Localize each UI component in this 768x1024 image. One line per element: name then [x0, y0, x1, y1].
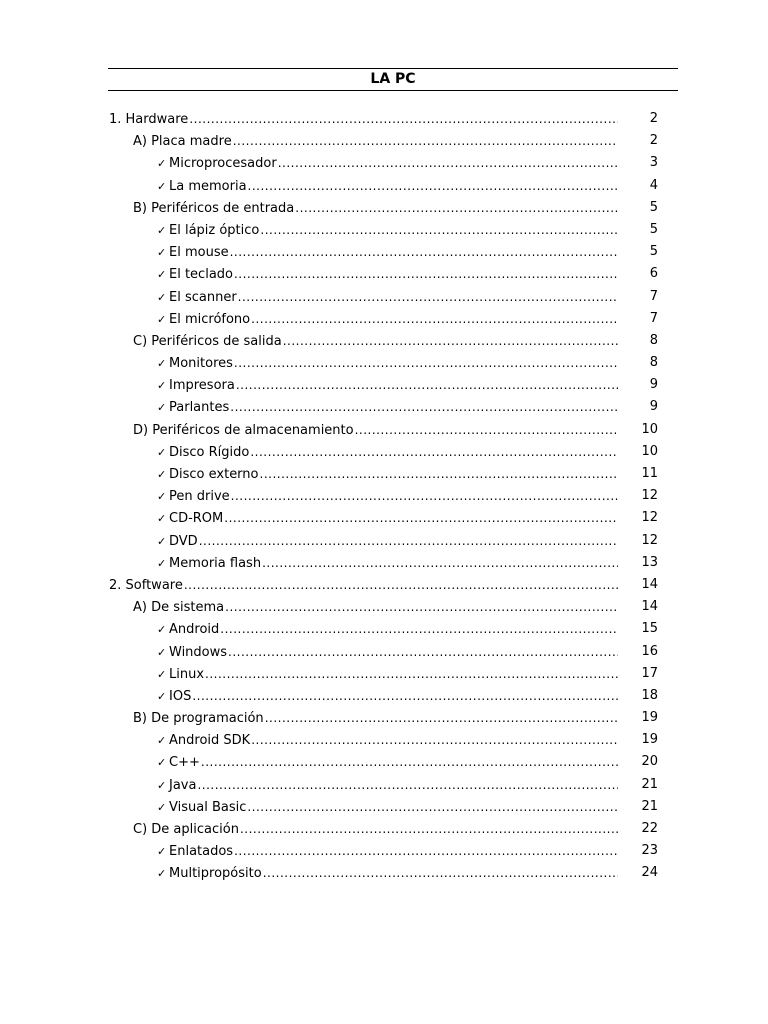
dot-leader	[234, 352, 618, 374]
dot-leader	[192, 685, 618, 707]
toc-page-number: 13	[641, 554, 658, 570]
checkmark-icon: ✓	[157, 179, 167, 193]
dot-leader	[248, 175, 618, 197]
toc-entry[interactable]	[0, 618, 768, 640]
toc-entry-label: Pen drive	[169, 489, 230, 505]
checkmark-icon: ✓	[157, 800, 167, 814]
toc-entry-label: A) De sistema	[133, 600, 225, 616]
dot-leader	[220, 618, 618, 640]
toc-entry-text	[157, 530, 618, 553]
toc-page-number: 9	[649, 377, 658, 393]
dot-leader	[355, 419, 618, 441]
toc-page-number: 16	[641, 643, 658, 659]
toc-entry-text	[157, 751, 618, 774]
toc-page-number: 22	[641, 821, 658, 836]
dot-leader	[260, 219, 618, 241]
dot-leader	[205, 663, 618, 685]
dot-leader	[236, 374, 618, 396]
toc-entry-label: Memoria flash	[169, 555, 262, 571]
toc-entry-text	[157, 441, 618, 464]
toc-entry-label: Disco Rígido	[169, 444, 250, 460]
toc-page-number: 21	[641, 798, 658, 814]
dot-leader	[263, 862, 618, 884]
checkmark-icon: ✓	[157, 379, 167, 393]
toc-entry[interactable]	[0, 286, 768, 308]
toc-entry[interactable]	[0, 507, 768, 529]
toc-page-number: 7	[649, 310, 658, 326]
toc-page-number: 6	[649, 266, 658, 282]
checkmark-icon: ✓	[157, 268, 167, 282]
toc-entry[interactable]	[0, 685, 768, 707]
checkmark-icon: ✓	[157, 667, 167, 681]
toc-page-number: 8	[649, 355, 658, 371]
toc-page-number: 14	[641, 599, 658, 615]
toc-entry-text	[157, 618, 618, 641]
checkmark-icon: ✓	[157, 867, 167, 881]
toc-entry[interactable]	[0, 552, 768, 574]
toc-page-number: 23	[641, 843, 658, 859]
toc-entry-text	[157, 641, 618, 664]
dot-leader	[184, 574, 618, 596]
toc-page-number: 19	[641, 732, 658, 748]
dot-leader	[230, 396, 618, 418]
dot-leader	[234, 840, 618, 862]
toc-page-number: 4	[649, 177, 658, 193]
checkmark-icon: ✓	[157, 157, 167, 171]
toc-page-number: 5	[649, 199, 658, 215]
toc-entry-text	[157, 241, 618, 264]
checkmark-icon: ✓	[157, 357, 167, 371]
toc-page-number: 9	[649, 399, 658, 415]
toc-entry-text	[133, 707, 618, 730]
toc-entry-text	[157, 396, 618, 419]
toc-entry[interactable]	[0, 751, 768, 773]
dot-leader	[224, 507, 618, 529]
dot-leader	[231, 485, 618, 507]
toc-entry-text	[133, 419, 618, 442]
checkmark-icon: ✓	[157, 290, 167, 304]
dot-leader	[225, 596, 618, 618]
toc-entry[interactable]	[0, 241, 768, 263]
toc-entry-label: A) Placa madre	[133, 134, 232, 150]
checkmark-icon: ✓	[157, 778, 167, 792]
toc-page-number: 12	[641, 532, 658, 548]
dot-leader	[247, 796, 618, 818]
toc-page-number: 2	[649, 111, 658, 126]
toc-entry-text	[109, 574, 618, 597]
toc-entry[interactable]	[0, 108, 768, 130]
toc-entry-text	[157, 352, 618, 375]
toc-entry[interactable]	[0, 374, 768, 396]
toc-entry-text	[157, 308, 618, 331]
toc-page-number: 12	[641, 488, 658, 504]
toc-entry-text	[157, 263, 618, 286]
toc-page-number: 20	[641, 754, 658, 770]
toc-entry-text	[157, 796, 618, 819]
checkmark-icon: ✓	[157, 490, 167, 504]
toc-entry-text	[157, 463, 618, 486]
toc-entry-label: Parlantes	[169, 400, 230, 416]
toc-entry-text	[157, 552, 618, 575]
toc-entry-label: Android SDK	[169, 733, 251, 749]
toc-entry-label: Linux	[169, 666, 205, 682]
toc-entry[interactable]	[0, 175, 768, 197]
toc-entry-text	[157, 175, 618, 198]
toc-entry-label: Monitores	[169, 356, 233, 372]
dot-leader	[228, 641, 618, 663]
toc-page-number: 8	[649, 332, 658, 348]
checkmark-icon: ✓	[157, 534, 167, 548]
toc-entry[interactable]	[0, 774, 768, 796]
toc-entry-label: El lápiz óptico	[169, 222, 260, 238]
dot-leader	[260, 463, 619, 485]
toc-page-number: 14	[641, 576, 658, 592]
toc-entry[interactable]	[0, 530, 768, 552]
toc-entry-label: 1. Hardware	[109, 112, 189, 127]
toc-entry[interactable]	[0, 485, 768, 507]
toc-entry-label: 2. Software	[109, 577, 183, 593]
toc-entry-text	[157, 152, 618, 175]
checkmark-icon: ✓	[157, 623, 167, 637]
toc-entry-text	[157, 286, 618, 309]
dot-leader	[265, 707, 618, 729]
toc-entry[interactable]	[0, 308, 768, 330]
toc-entry-label: C) Periféricos de salida	[133, 333, 282, 349]
toc-entry-label: B) De programación	[133, 711, 264, 727]
toc-entry-label: Enlatados	[169, 844, 234, 860]
dot-leader	[240, 818, 618, 840]
dot-leader	[238, 286, 618, 308]
toc-page-number: 11	[641, 466, 658, 481]
toc-entry-label: Multipropósito	[169, 866, 262, 882]
toc-entry-label: IOS	[169, 688, 192, 704]
page-title: LA PC	[108, 68, 678, 91]
toc-entry[interactable]	[0, 463, 768, 485]
dot-leader	[199, 530, 618, 552]
toc-entry-label: Android	[169, 622, 220, 638]
toc-entry[interactable]	[0, 396, 768, 418]
toc-entry-label: C++	[169, 755, 200, 771]
table-of-contents	[0, 108, 768, 885]
dot-leader	[197, 774, 618, 796]
toc-entry[interactable]	[0, 352, 768, 374]
toc-entry-label: Microprocesador	[169, 156, 277, 172]
toc-entry-text	[133, 130, 618, 153]
toc-page-number: 10	[641, 421, 658, 437]
toc-entry-label: B) Periféricos de entrada	[133, 200, 295, 216]
toc-page-number: 12	[641, 510, 658, 526]
checkmark-icon: ✓	[157, 756, 167, 770]
toc-entry[interactable]	[0, 330, 768, 352]
toc-page-number: 18	[641, 687, 658, 703]
toc-entry[interactable]	[0, 574, 768, 596]
toc-page-number: 21	[641, 776, 658, 792]
toc-entry-text	[109, 108, 618, 131]
toc-entry-text	[157, 663, 618, 686]
checkmark-icon: ✓	[157, 246, 167, 260]
dot-leader	[251, 308, 618, 330]
toc-entry[interactable]	[0, 219, 768, 241]
toc-entry-label: Visual Basic	[169, 799, 247, 815]
dot-leader	[230, 241, 618, 263]
toc-entry[interactable]	[0, 796, 768, 818]
toc-entry-text	[157, 862, 618, 885]
toc-entry[interactable]	[0, 862, 768, 884]
checkmark-icon: ✓	[157, 689, 167, 703]
toc-entry[interactable]	[0, 419, 768, 441]
toc-page-number: 19	[641, 710, 658, 726]
dot-leader	[262, 552, 618, 574]
dot-leader	[251, 729, 618, 751]
toc-entry-label: Java	[169, 777, 197, 793]
dot-leader	[201, 751, 618, 773]
dot-leader	[234, 263, 618, 285]
toc-page-number: 15	[641, 621, 658, 637]
toc-page-number: 2	[649, 133, 658, 149]
toc-entry-text	[157, 374, 618, 397]
checkmark-icon: ✓	[157, 312, 167, 326]
checkmark-icon: ✓	[157, 401, 167, 415]
dot-leader	[283, 330, 618, 352]
toc-page-number: 24	[641, 865, 658, 881]
toc-entry-text	[133, 197, 618, 220]
checkmark-icon: ✓	[157, 445, 167, 459]
toc-entry-label: CD-ROM	[169, 511, 224, 527]
toc-page-number: 17	[641, 665, 658, 681]
toc-entry[interactable]	[0, 840, 768, 862]
checkmark-icon: ✓	[157, 556, 167, 570]
toc-entry[interactable]	[0, 441, 768, 463]
toc-entry[interactable]	[0, 152, 768, 174]
dot-leader	[295, 197, 618, 219]
dot-leader	[278, 152, 618, 174]
checkmark-icon: ✓	[157, 734, 167, 748]
toc-entry-text	[157, 774, 618, 797]
toc-entry-text	[133, 596, 618, 619]
toc-entry-text	[157, 507, 618, 530]
toc-entry-label: DVD	[169, 533, 198, 549]
toc-entry-label: El mouse	[169, 245, 229, 261]
toc-entry-label: El teclado	[169, 267, 233, 283]
toc-entry[interactable]	[0, 130, 768, 152]
toc-entry[interactable]	[0, 263, 768, 285]
toc-entry[interactable]	[0, 596, 768, 618]
toc-entry-text	[157, 685, 618, 708]
toc-entry-text	[157, 729, 618, 752]
toc-entry-label: La memoria	[169, 178, 247, 194]
toc-entry[interactable]	[0, 729, 768, 751]
dot-leader	[250, 441, 618, 463]
toc-page-number: 7	[649, 288, 658, 304]
checkmark-icon: ✓	[157, 223, 167, 237]
toc-entry-label: Windows	[169, 644, 228, 660]
dot-leader	[189, 108, 618, 130]
toc-entry-label: Impresora	[169, 378, 235, 394]
dot-leader	[233, 130, 618, 152]
toc-entry-text	[157, 485, 618, 508]
toc-page-number: 5	[649, 244, 658, 260]
toc-entry[interactable]	[0, 641, 768, 663]
checkmark-icon: ✓	[157, 468, 167, 481]
toc-entry[interactable]	[0, 197, 768, 219]
checkmark-icon: ✓	[157, 845, 167, 859]
toc-entry-label: El micrófono	[169, 311, 251, 327]
toc-entry-label: C) De aplicación	[133, 822, 239, 837]
toc-page-number: 3	[649, 155, 658, 171]
toc-entry[interactable]	[0, 818, 768, 840]
toc-entry-label: El scanner	[169, 289, 237, 305]
toc-entry-label: Disco externo	[169, 467, 259, 482]
checkmark-icon: ✓	[157, 645, 167, 659]
checkmark-icon: ✓	[157, 512, 167, 526]
toc-entry-text	[157, 840, 618, 863]
toc-entry-text	[133, 818, 618, 841]
toc-page-number: 10	[641, 443, 658, 459]
toc-entry-text	[157, 219, 618, 242]
toc-page-number: 5	[649, 221, 658, 237]
toc-entry[interactable]	[0, 707, 768, 729]
toc-entry[interactable]	[0, 663, 768, 685]
toc-entry-text	[133, 330, 618, 353]
toc-entry-label: D) Periféricos de almacenamiento	[133, 422, 354, 438]
